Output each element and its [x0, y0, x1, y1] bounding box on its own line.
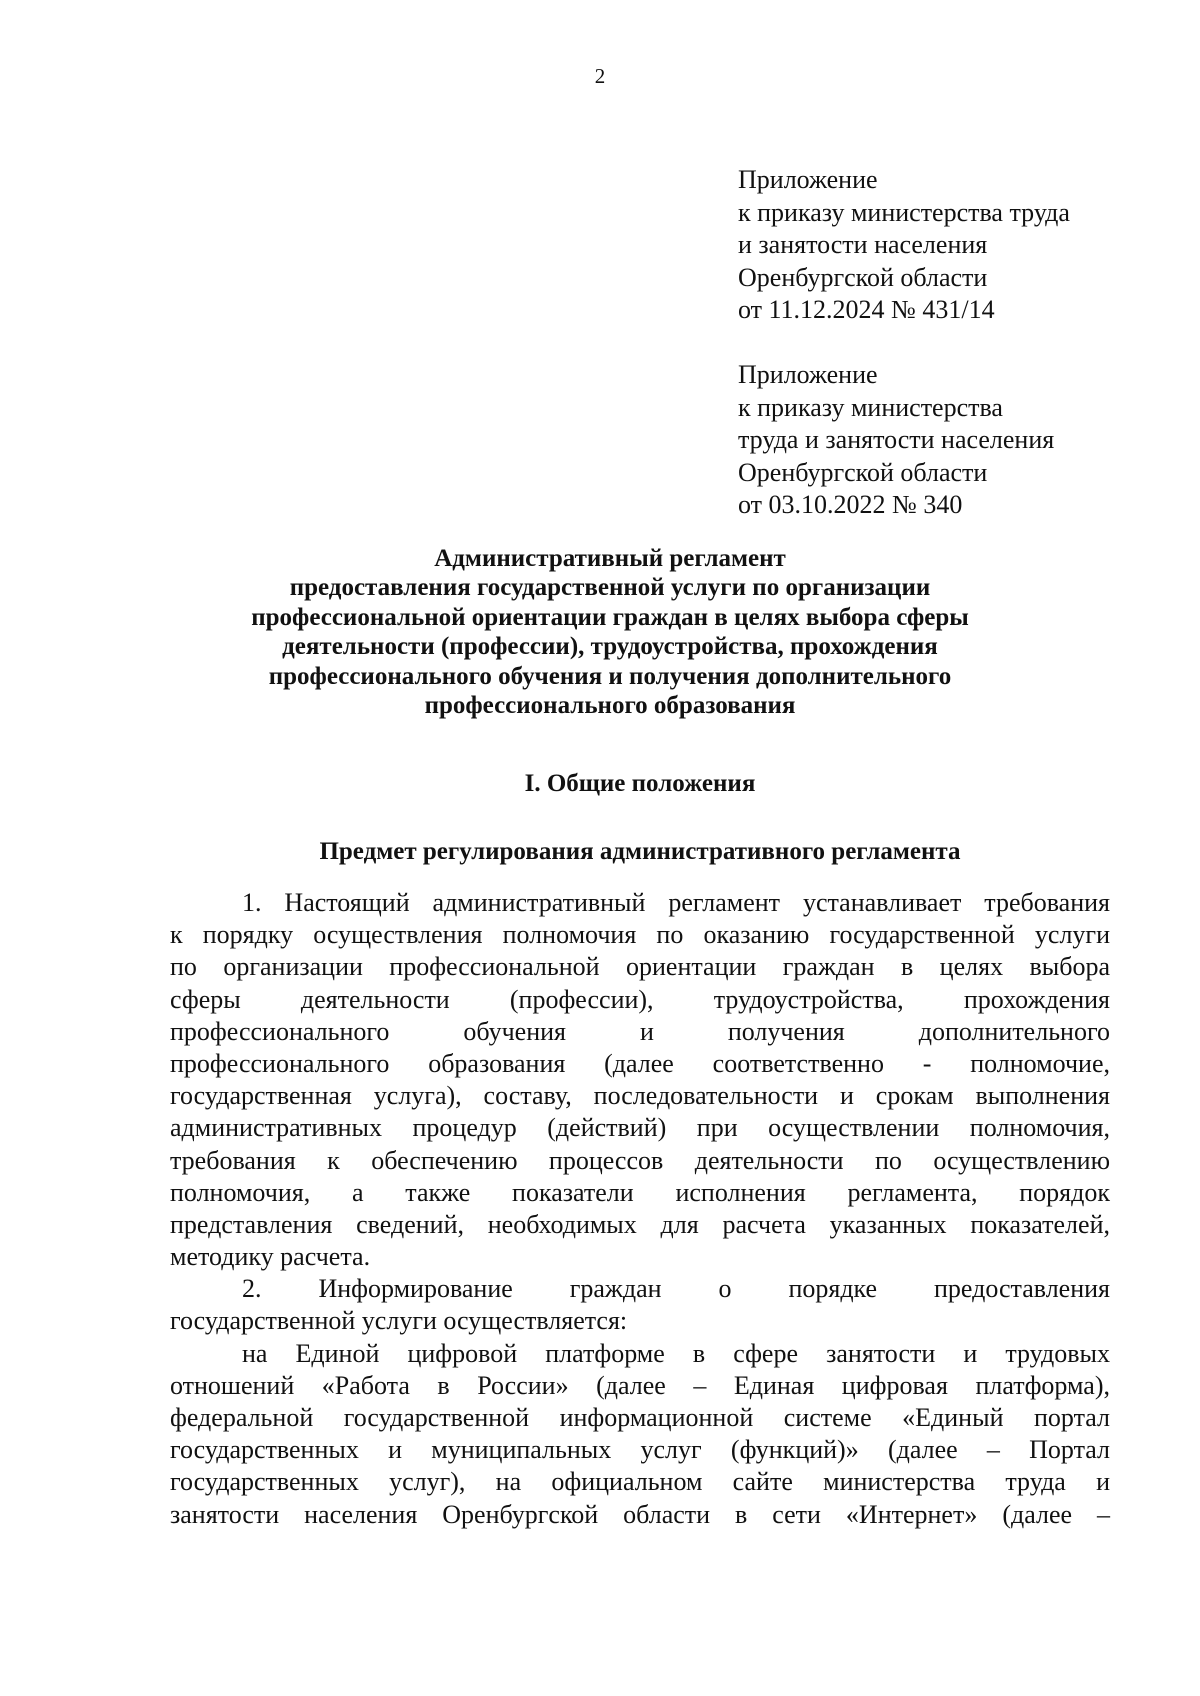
approval-date-number: от 11.12.2024 № 431/14	[738, 295, 995, 324]
title-line: деятельности (профессии), трудоустройства, прохождения	[282, 633, 938, 661]
approval-line: Оренбургской области	[738, 262, 988, 292]
paragraph-line: федеральной государственной информационной системе «Единый портал	[170, 1403, 1110, 1432]
paragraph-line: профессионального обучения и получения дополнительного	[170, 1016, 1110, 1046]
paragraph-line: государственных услуг), на официальном сайте министерства труда и	[170, 1467, 1110, 1497]
paragraph-line: 1. Настоящий административный регламент устанавливает требования	[242, 888, 1110, 917]
title-line: предоставления государственной услуги по организации	[289, 574, 931, 602]
approval-line: труда и занятости населения	[738, 425, 1055, 454]
approval-line: к приказу министерства труда	[738, 197, 1070, 227]
document-title	[200, 544, 1020, 720]
paragraph-line: профессионального образования (далее соответственно - полномочие,	[170, 1048, 1110, 1078]
paragraph-line: на Единой цифровой платформе в сфере занятости и трудовых	[242, 1338, 1110, 1368]
paragraph-line: представления сведений, необходимых для расчета указанных показателей,	[170, 1209, 1110, 1239]
paragraph-line: занятости населения Оренбургской области в сети «Интернет» (далее –	[170, 1499, 1110, 1529]
title-line: Административный регламент	[434, 545, 786, 572]
title-line: профессионального обучения и получения дополнительного	[268, 662, 952, 690]
paragraph-line: государственных и муниципальных услуг (функций)» (далее – Портал	[170, 1435, 1110, 1465]
paragraph-line: сферы деятельности (профессии), трудоустройства, прохождения	[170, 984, 1110, 1014]
paragraph-line: по организации профессиональной ориентации граждан в целях выбора	[170, 952, 1110, 982]
approval-line: и занятости населения	[738, 230, 988, 259]
body-text	[170, 887, 1110, 1531]
section-heading: I. Общие положения	[524, 770, 756, 797]
paragraph-line: 2. Информирование граждан о порядке предоставления	[242, 1274, 1110, 1304]
paragraph-line: государственная услуга), составу, последовательности и срокам выполнения	[170, 1081, 1110, 1111]
title-line: профессиональной ориентации граждан в целях выбора сферы	[251, 603, 969, 631]
approval-date-number: от 03.10.2022 № 340	[738, 490, 963, 519]
paragraph-line: методику расчета.	[170, 1242, 371, 1272]
paragraph-line: отношений «Работа в России» (далее – Единая цифровая платформа),	[170, 1370, 1110, 1400]
paragraph-line: требования к обеспечению процессов деятельности по осуществлению	[170, 1145, 1110, 1175]
subsection-heading: Предмет регулирования административного регламента	[319, 838, 961, 865]
approval-line: Оренбургской области	[738, 457, 988, 487]
approval-line: Приложение	[738, 165, 878, 194]
approval-block-original	[738, 359, 1054, 522]
page-number: 2	[594, 64, 606, 88]
approval-line: к приказу министерства	[738, 392, 1003, 422]
approval-block-current	[738, 164, 1070, 327]
approval-line: Приложение	[738, 360, 878, 389]
paragraph-line: государственной услуги осуществляется:	[170, 1306, 628, 1336]
title-line: профессионального образования	[424, 692, 796, 720]
paragraph-line: к порядку осуществления полномочия по оказанию государственной услуги	[170, 920, 1110, 950]
paragraph-line: административных процедур (действий) при осуществлении полномочия,	[170, 1113, 1110, 1143]
paragraph-line: полномочия, а также показатели исполнения регламента, порядок	[170, 1177, 1110, 1207]
